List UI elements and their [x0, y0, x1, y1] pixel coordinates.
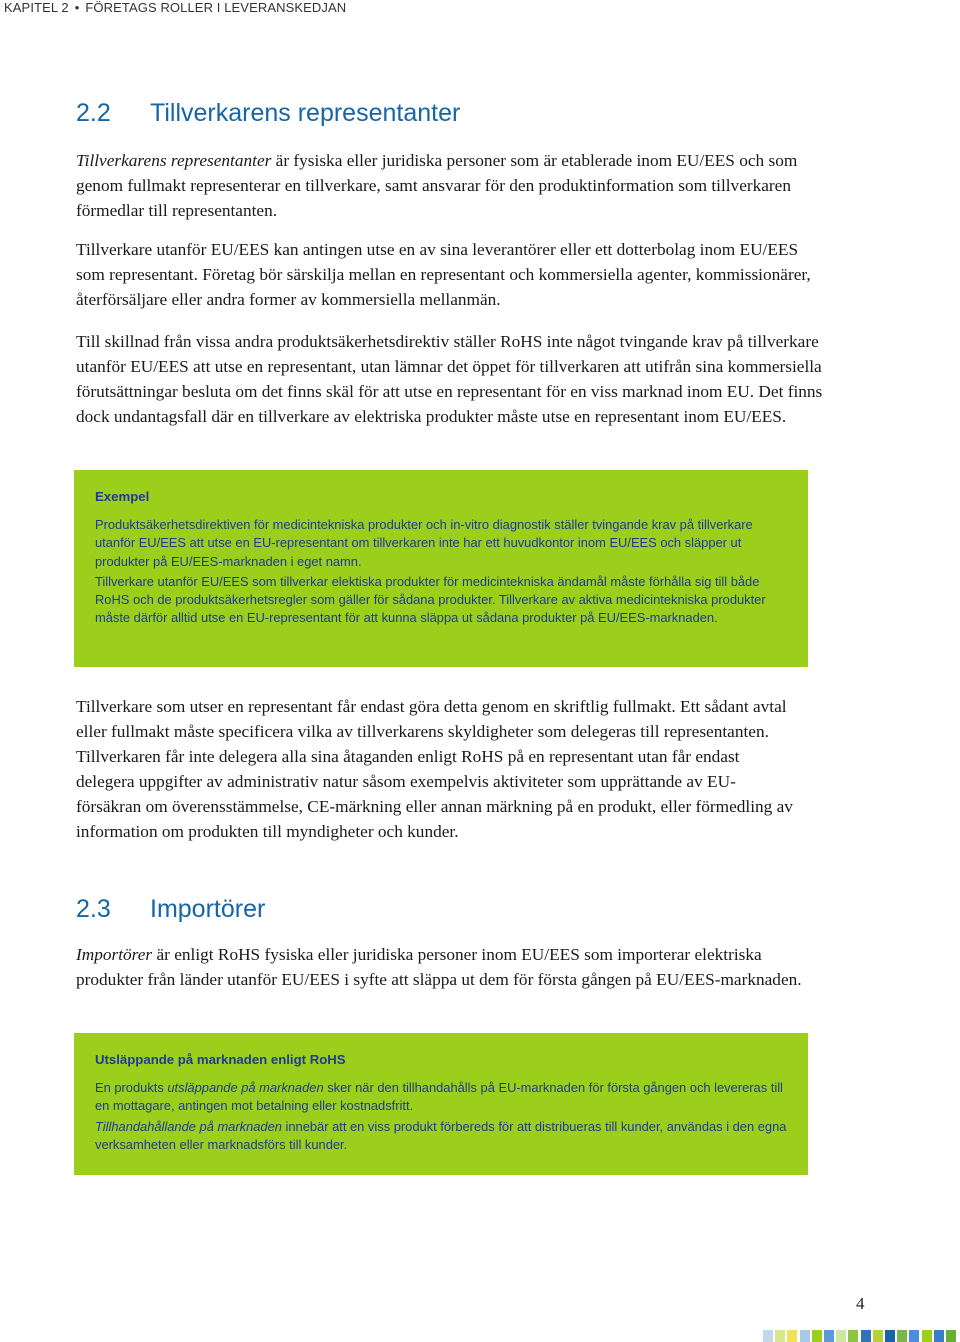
example-box-paragraph-2: Tillverkare utanför EU/EES som tillverkar elektiska produkter för medicintekniska ändamål måste förhålla sig till både RoHS och de produktsäkerhetsregler som gäller för sådana produkter. Tillverkare av aktiva medicintekniska produkter måste därför alltid utse en EU-representant för att kunna släppa ut sådana produkter på EU/EES-marknaden. [95, 573, 766, 626]
example-box [74, 470, 808, 667]
footer-square [861, 1330, 871, 1342]
chapter-title: FÖRETAGS ROLLER I LEVERANSKEDJAN [85, 0, 347, 15]
paragraph-fullmakt: Tillverkare som utser en representant får endast göra detta genom en skriftlig fullmakt. Ett sådant avtal eller fullmakt måste specificera vilka av tillverkarens skyldigheter som delegeras till representanten. Tillverkaren får inte delegera alla sina åtaganden enligt RoHS på en representant utan får endast delegera uppgifter av administrativ natur såsom exempelvis aktiviteter som upprättande av EU-försäkran om överensstämmelse, CE-märkning eller annan märkning på en produkt, eller förmedling av information om produkten till myndigheter och kunder. [76, 697, 793, 841]
section-number: 2.2 [76, 99, 111, 127]
footer-square [824, 1330, 834, 1342]
info-box-paragraph-1 [95, 1079, 788, 1116]
running-header [4, 0, 346, 15]
paragraph-text: sker när den tillhandahålls på EU-marknaden för första gången och levereras till en mottagare, antingen mot betalning eller kostnadsfritt. [95, 1080, 783, 1114]
paragraph-text: innebär att en viss produkt förbereds för att distribueras till kunder, användas i den egna verksamheten eller marknadsförs till kunder. [95, 1118, 787, 1152]
chapter-label: KAPITEL 2 [4, 0, 69, 15]
footer-square [763, 1330, 773, 1342]
paragraph-text: är fysiska eller juridiska personer som är etablerade inom EU/EES och som genom fullmakt representerar en tillverkare, samt ansvarar för den produktinformation som tillverkaren förmedlar till representanten. [76, 151, 798, 220]
footer-square [812, 1330, 822, 1342]
defined-term: Tillverkarens representanter [76, 151, 272, 170]
paragraph-text: En produkts [95, 1080, 168, 1095]
defined-term: Importörer [76, 945, 153, 964]
info-box-paragraph-2 [95, 1118, 788, 1155]
footer-square [775, 1330, 785, 1342]
footer-square [873, 1330, 883, 1342]
section-title: Importörer [150, 895, 266, 923]
footer-square [922, 1330, 932, 1342]
paragraph-representanter-definition [76, 148, 826, 223]
defined-term: Tillhandahållande på marknaden [95, 1118, 282, 1134]
footer-square [836, 1330, 846, 1342]
paragraph-representant-outside-eu: Tillverkare utanför EU/EES kan antingen utse en av sina leverantörer eller ett dotterbolag inom EU/EES som representant. Företag bör särskilja mellan en representant och kommersiella agenter, kommissionärer, återförsäljare eller andra former av kommersiella mellanmän. [76, 240, 811, 309]
footer-square [946, 1330, 956, 1342]
footer-square [800, 1330, 810, 1342]
footer-square [934, 1330, 944, 1342]
section-number: 2.3 [76, 895, 111, 923]
footer-square [897, 1330, 907, 1342]
page-number: 4 [856, 1294, 865, 1313]
paragraph-importorer-definition [76, 942, 816, 992]
header-separator: • [74, 0, 80, 15]
info-box-utslappande [74, 1033, 808, 1175]
example-box-title: Exempel [95, 489, 150, 504]
section-heading-2-2 [76, 98, 460, 128]
footer-square [848, 1330, 858, 1342]
info-box-title: Utsläppande på marknaden enligt RoHS [95, 1052, 346, 1067]
footer-square [787, 1330, 797, 1342]
footer-square [885, 1330, 895, 1342]
defined-term: utsläppande på marknaden [167, 1080, 324, 1095]
section-heading-2-3 [76, 894, 265, 924]
footer-square [909, 1330, 919, 1342]
paragraph-text: är enligt RoHS fysiska eller juridiska personer inom EU/EES som importerar elektriska produkter från länder utanför EU/EES i syfte att släppa ut dem för första gången på EU/EES-marknaden. [76, 945, 802, 989]
paragraph-rohs-requirements: Till skillnad från vissa andra produktsäkerhetsdirektiv ställer RoHS inte något tvingande krav på tillverkare utanför EU/EES att utse en representant, utan lämnar det öppet för tillverkaren att utifrån sina kommersiella förutsättningar besluta om det finns skäl för att utse en representant för en viss marknad inom EU. Det finns dock undantagsfall där en tillverkare av elektriska produkter måste utse en representant inom EU/EES. [76, 332, 823, 426]
example-box-paragraph-1: Produktsäkerhetsdirektiven för medicintekniska produkter och in-vitro diagnostik ställer tvingande krav på tillverkare utanför EU/EES att utse en EU-representant om tillverkaren inte har ett huvudkontor inom EU/EES och släpper ut produkter på EU/EES-marknaden i eget namn. [95, 517, 753, 569]
section-title: Tillverkarens representanter [150, 99, 461, 127]
